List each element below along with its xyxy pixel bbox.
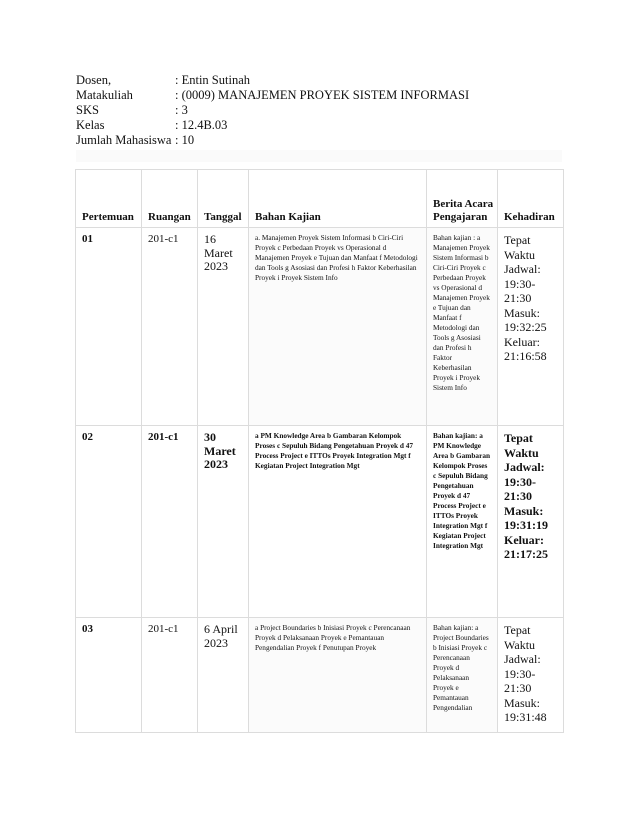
info-row-matakuliah <box>76 88 469 103</box>
info-row-dosen <box>76 73 469 88</box>
info-value: : 3 <box>175 103 188 117</box>
cell-tanggal: 16 Maret 2023 <box>198 228 249 426</box>
info-value: : (0009) MANAJEMEN PROYEK SISTEM INFORMASI <box>175 88 470 102</box>
col-header-ruangan: Ruangan <box>142 170 198 228</box>
col-header-kehadiran: Kehadiran <box>498 170 564 228</box>
col-header-tanggal: Tanggal <box>198 170 249 228</box>
table-row <box>76 426 564 618</box>
cell-tanggal: 6 April 2023 <box>198 618 249 733</box>
cell-berita-acara: Bahan kajian: a PM Knowledge Area b Gambaran Kelompok Proses c Sepuluh Bidang Pengetahuan Proyek d 47 Process Project e ITTOs Proyek Integration Mgt f Kegiatan Project Integration Mgt <box>427 426 498 618</box>
spacer-band <box>76 150 562 162</box>
info-key: Matakuliah <box>76 88 133 102</box>
info-key: Jumlah Mahasiswa <box>76 133 172 147</box>
info-row-jumlah-mahasiswa <box>76 133 469 148</box>
cell-pertemuan: 01 <box>76 228 142 426</box>
table-row <box>76 228 564 426</box>
table-header-row <box>76 170 564 228</box>
cell-kehadiran: Tepat Waktu Jadwal: 19:30-21:30 Masuk: 19:31:19 Keluar: 21:17:25 <box>498 426 564 618</box>
col-header-pertemuan: Pertemuan <box>76 170 142 228</box>
info-value: : 12.4B.03 <box>175 118 228 132</box>
cell-kehadiran: Tepat Waktu Jadwal: 19:30-21:30 Masuk: 19:31:48 <box>498 618 564 733</box>
info-key: Dosen, <box>76 73 112 87</box>
cell-kehadiran: Tepat Waktu Jadwal: 19:30-21:30 Masuk: 19:32:25 Keluar: 21:16:58 <box>498 228 564 426</box>
info-value: : Entin Sutinah <box>175 73 250 87</box>
cell-bahan-kajian: a Project Boundaries b Inisiasi Proyek c Perencanaan Proyek d Pelaksanaan Proyek e Pemantauan Pengendalian Proyek f Penutupan Proyek <box>249 618 427 733</box>
cell-berita-acara: Bahan kajian: a Project Boundaries b Inisiasi Proyek c Perencanaan Proyek d Pelaksanaan Proyek e Pemantauan Pengendalian <box>427 618 498 733</box>
attendance-table <box>75 169 564 733</box>
cell-bahan-kajian: a. Manajemen Proyek Sistem Informasi b Ciri-Ciri Proyek c Perbedaan Proyek vs Operasional d Manajemen Proyek e Tujuan dan Manfaat f Metodologi dan Tools g Asosiasi dan Profesi h Faktor Keberhasilan Proyek i Proyek Sistem Info <box>249 228 427 426</box>
cell-tanggal: 30 Maret 2023 <box>198 426 249 618</box>
cell-ruangan: 201-c1 <box>142 618 198 733</box>
info-row-kelas <box>76 118 469 133</box>
cell-pertemuan: 02 <box>76 426 142 618</box>
cell-bahan-kajian: a PM Knowledge Area b Gambaran Kelompok Proses c Sepuluh Bidang Pengetahuan Proyek d 47 Process Project e ITTOs Proyek Integration Mgt f Kegiatan Project Integration Mgt <box>249 426 427 618</box>
col-header-berita-acara: Berita Acara Pengajaran <box>427 170 498 228</box>
course-info <box>76 73 469 148</box>
cell-ruangan: 201-c1 <box>142 228 198 426</box>
cell-berita-acara: Bahan kajian : a Manajemen Proyek Sistem Informasi b Ciri-Ciri Proyek c Perbedaan Proyek vs Operasional d Manajemen Proyek e Tujuan dan Manfaat f Metodologi dan Tools g Asosiasi dan Profesi h Faktor Keberhasilan Proyek i Proyek Sistem Info <box>427 228 498 426</box>
cell-ruangan: 201-c1 <box>142 426 198 618</box>
info-key: SKS <box>76 103 99 117</box>
table-row <box>76 618 564 733</box>
info-value: : 10 <box>175 133 195 147</box>
info-key: Kelas <box>76 118 105 132</box>
cell-pertemuan: 03 <box>76 618 142 733</box>
info-row-sks <box>76 103 469 118</box>
col-header-bahan-kajian: Bahan Kajian <box>249 170 427 228</box>
